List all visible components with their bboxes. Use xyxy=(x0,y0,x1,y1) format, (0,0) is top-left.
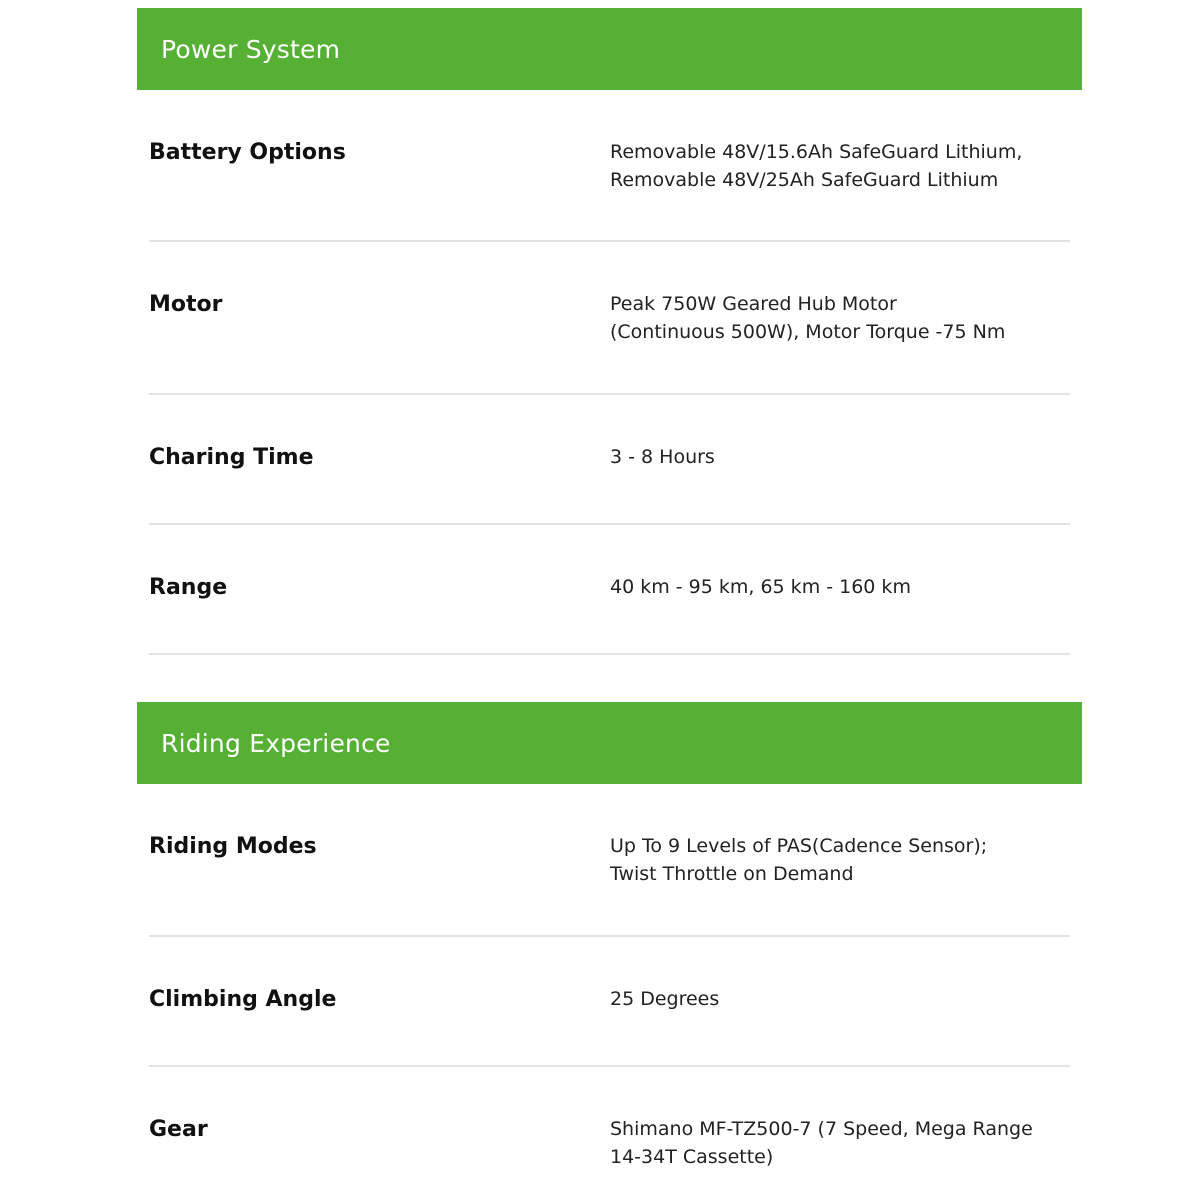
spec-value-line: 14-34T Cassette) xyxy=(610,1146,774,1168)
spec-label: Climbing Angle xyxy=(149,987,337,1012)
row-divider xyxy=(149,240,1070,242)
spec-value-line: (Continuous 500W), Motor Torque -75 Nm xyxy=(610,321,1006,343)
row-divider xyxy=(149,393,1070,395)
row-divider xyxy=(149,1065,1070,1067)
spec-label: Battery Options xyxy=(149,140,346,165)
spec-value-line: Shimano MF-TZ500-7 (7 Speed, Mega Range xyxy=(610,1118,1033,1140)
spec-label: Charing Time xyxy=(149,445,314,470)
row-divider xyxy=(149,523,1070,525)
spec-value-line: Peak 750W Geared Hub Motor xyxy=(610,293,897,315)
spec-value-line: 40 km - 95 km, 65 km - 160 km xyxy=(610,576,911,598)
spec-value xyxy=(610,290,1070,346)
spec-value-line: Up To 9 Levels of PAS(Cadence Sensor); xyxy=(610,835,988,857)
spec-value xyxy=(610,443,1070,471)
row-divider xyxy=(149,935,1070,937)
spec-value-line: 25 Degrees xyxy=(610,988,720,1010)
spec-value xyxy=(610,1115,1070,1171)
section-header-riding-experience xyxy=(137,702,1082,784)
section-title: Power System xyxy=(161,34,341,64)
row-divider xyxy=(149,653,1070,655)
section-title: Riding Experience xyxy=(161,728,391,758)
spec-value-line: Twist Throttle on Demand xyxy=(610,863,854,885)
spec-label: Range xyxy=(149,575,228,600)
spec-value-line: Removable 48V/25Ah SafeGuard Lithium xyxy=(610,169,999,191)
spec-label: Riding Modes xyxy=(149,834,317,859)
spec-value xyxy=(610,573,1070,601)
spec-label: Gear xyxy=(149,1117,208,1142)
spec-value-line: 3 - 8 Hours xyxy=(610,446,715,468)
spec-value xyxy=(610,832,1070,888)
spec-value xyxy=(610,138,1070,194)
section-header-power-system xyxy=(137,8,1082,90)
spec-label: Motor xyxy=(149,292,223,317)
spec-value xyxy=(610,985,1070,1013)
spec-value-line: Removable 48V/15.6Ah SafeGuard Lithium, xyxy=(610,141,1023,163)
